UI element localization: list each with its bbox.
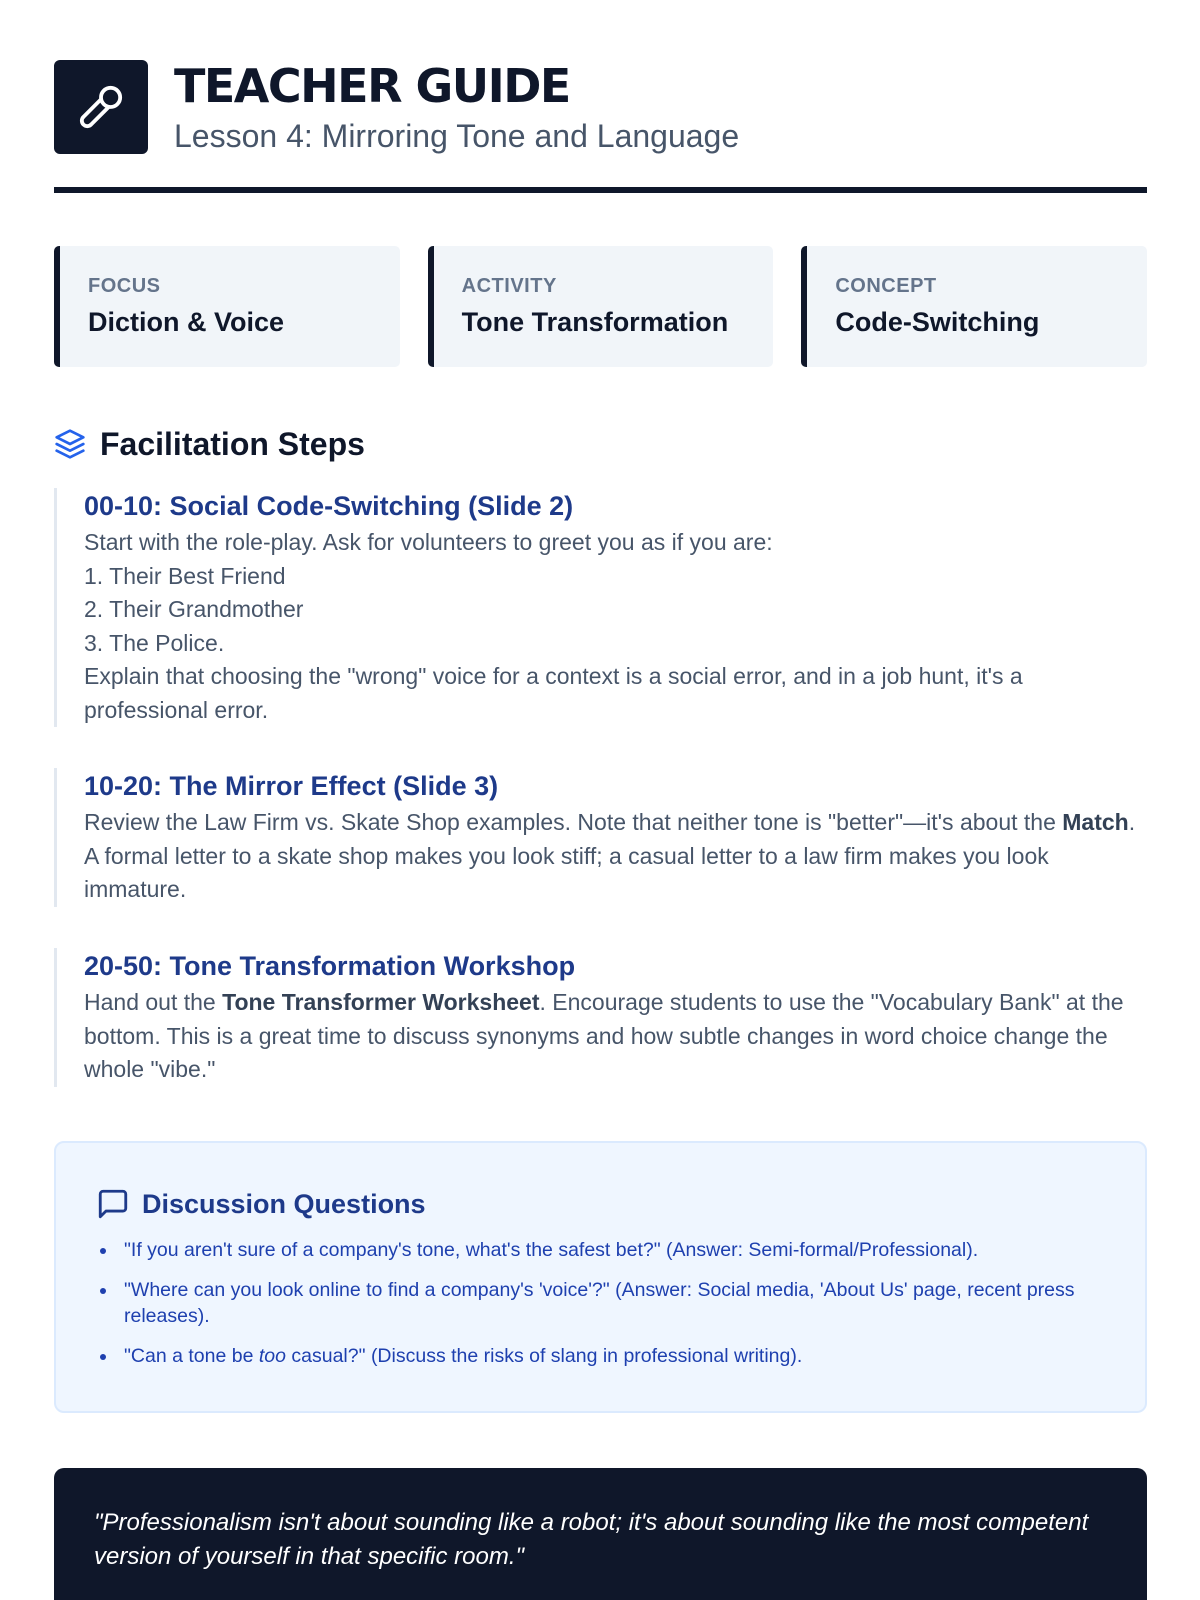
step-title: 10-20: The Mirror Effect (Slide 3)	[84, 771, 499, 801]
step-title: 00-10: Social Code-Switching (Slide 2)	[84, 491, 574, 521]
step-body	[84, 986, 1147, 1087]
step-body	[84, 526, 1147, 727]
card-value: Tone Transformation	[461, 307, 729, 337]
page-header	[54, 60, 1147, 193]
layers-icon	[54, 428, 86, 460]
page-title: TEACHER GUIDE	[174, 59, 570, 113]
card-value: Code-Switching	[835, 307, 1040, 337]
step-emphasis: Tone Transformer Worksheet	[222, 989, 540, 1015]
step-text: Explain that choosing the "wrong" voice for a context is a social error, and in a job hunt, it's a professional error.	[84, 663, 1023, 723]
info-cards	[54, 246, 1147, 367]
microphone-icon	[78, 84, 124, 130]
discussion-list	[96, 1237, 1105, 1369]
discussion-box	[54, 1141, 1147, 1413]
section-title: Facilitation Steps	[100, 425, 365, 462]
discussion-question: "Where can you look online to find a company's 'voice'?" (Answer: Social media, 'About Us' page, recent press releases).	[124, 1277, 1105, 1330]
card-label: CONCEPT	[835, 275, 937, 297]
step-list-item: 3. The Police.	[84, 629, 225, 656]
logo-badge	[54, 60, 148, 154]
step-1	[54, 488, 1147, 727]
concept-card	[801, 246, 1147, 367]
facilitation-heading	[54, 424, 365, 464]
card-label: ACTIVITY	[461, 275, 557, 297]
step-title: 20-50: Tone Transformation Workshop	[84, 951, 576, 981]
step-text: Review the Law Firm vs. Skate Shop examples. Note that neither tone is "better"—it's about the	[84, 809, 1063, 835]
activity-card	[428, 246, 774, 367]
discussion-title: Discussion Questions	[142, 1188, 426, 1219]
step-emphasis: Match	[1062, 809, 1129, 835]
step-2	[54, 768, 1147, 907]
step-text: . A formal letter to a skate shop makes you look stiff; a casual letter to a law firm makes you look immature.	[84, 809, 1136, 902]
focus-card	[54, 246, 400, 367]
discussion-question	[124, 1343, 1105, 1370]
card-value: Diction & Voice	[88, 307, 285, 337]
step-text: . Encourage students to use the "Vocabulary Bank" at the bottom. This is a great time to discuss synonyms and how subtle changes in word choice change the whole "vibe."	[84, 989, 1124, 1082]
quote-text: "Professionalism isn't about sounding like a robot; it's about sounding like the most competent version of yourself in that specific room."	[94, 1509, 1089, 1570]
page-subtitle: Lesson 4: Mirroring Tone and Language	[174, 118, 740, 154]
quote-box	[54, 1468, 1147, 1600]
speech-bubble-icon	[96, 1187, 130, 1221]
step-list-item: 1. Their Best Friend	[84, 562, 286, 589]
discussion-heading	[96, 1187, 1105, 1221]
question-emphasis: too	[258, 1344, 286, 1367]
step-list-item: 2. Their Grandmother	[84, 596, 304, 622]
step-3	[54, 948, 1147, 1087]
step-text: Hand out the	[84, 989, 223, 1015]
question-text: casual?" (Discuss the risks of slang in professional writing).	[285, 1344, 803, 1367]
question-text: "Can a tone be	[124, 1344, 259, 1367]
step-text: Start with the role-play. Ask for volunteers to greet you as if you are:	[84, 529, 773, 555]
card-label: FOCUS	[88, 275, 161, 297]
discussion-question: "If you aren't sure of a company's tone, what's the safest bet?" (Answer: Semi-formal/Professional).	[124, 1237, 1105, 1264]
step-body	[84, 806, 1147, 907]
